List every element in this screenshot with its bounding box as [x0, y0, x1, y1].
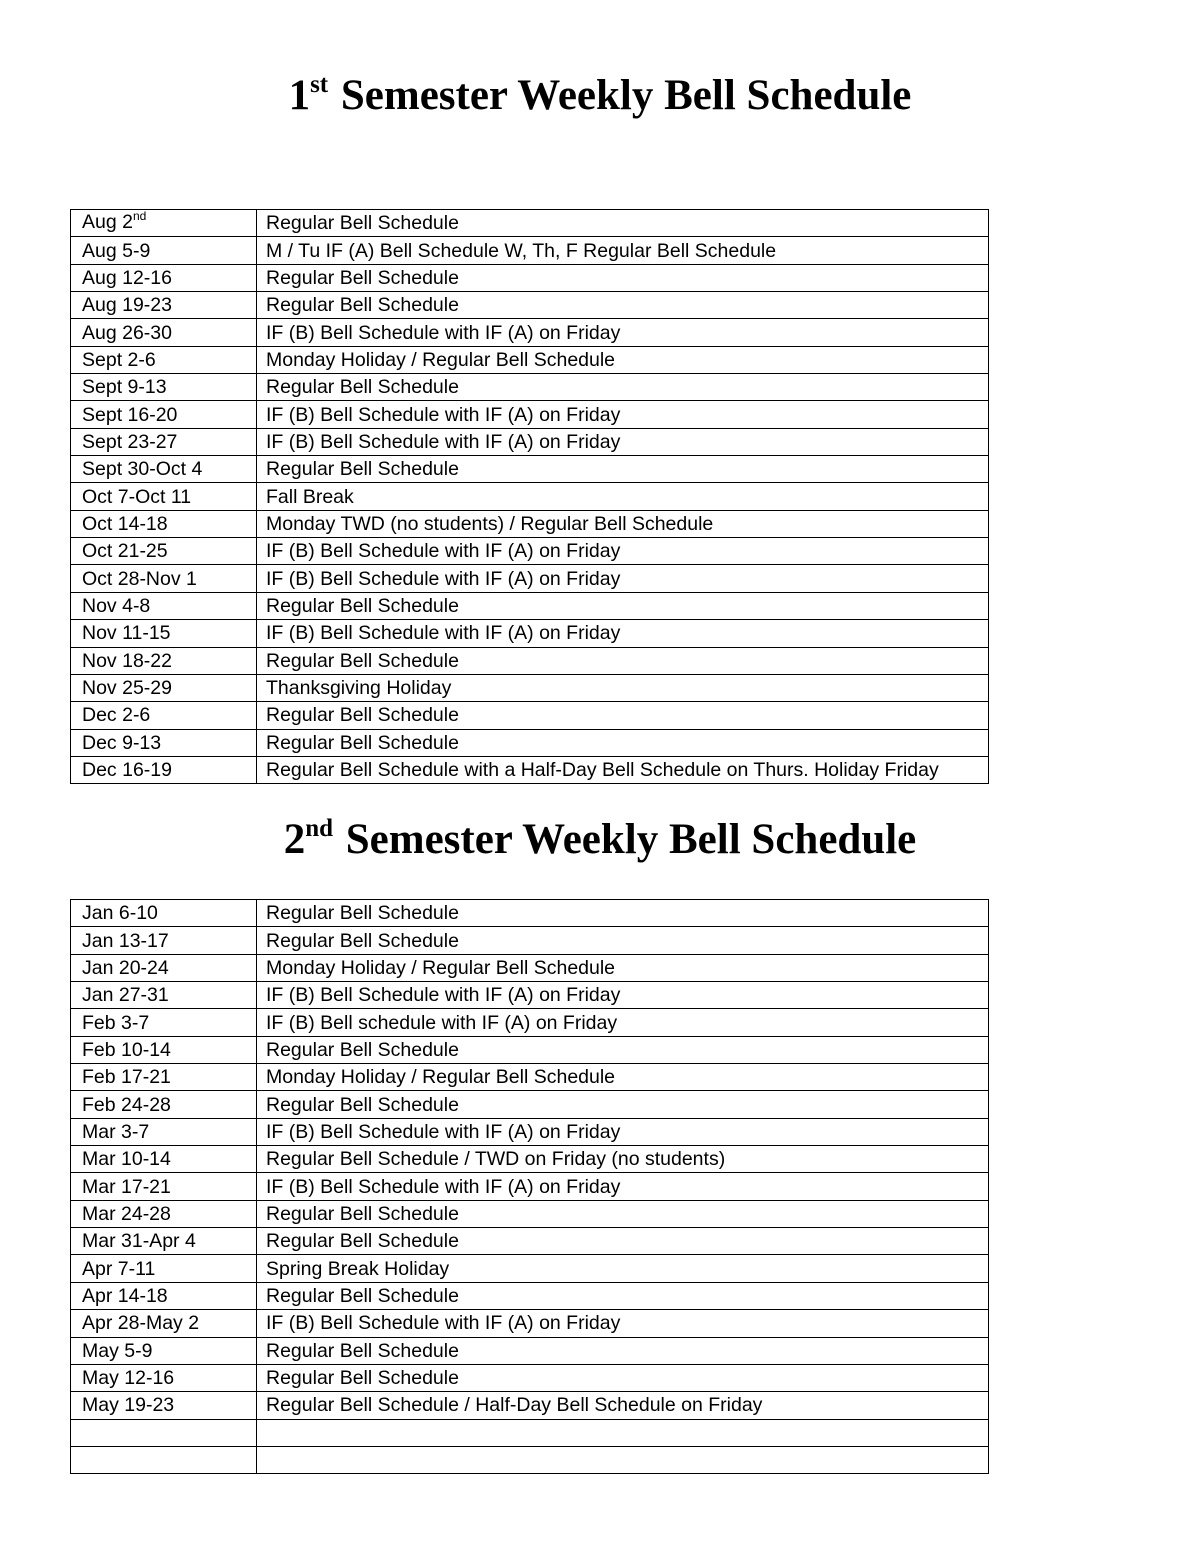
- week-schedule-cell: IF (B) Bell Schedule with IF (A) on Friday: [257, 1173, 989, 1200]
- week-schedule-cell: IF (B) Bell Schedule with IF (A) on Friday: [257, 620, 989, 647]
- table-row: [71, 647, 989, 674]
- week-date-cell: Dec 9-13: [71, 729, 257, 756]
- table-row: [71, 1228, 989, 1255]
- week-schedule-cell: Regular Bell Schedule: [257, 1228, 989, 1255]
- table-row: [71, 1419, 989, 1446]
- week-schedule-cell: Regular Bell Schedule: [257, 1200, 989, 1227]
- week-schedule-cell: Regular Bell Schedule: [257, 592, 989, 619]
- table-row: [71, 1282, 989, 1309]
- week-date-cell: Nov 4-8: [71, 592, 257, 619]
- week-date-cell: Nov 18-22: [71, 647, 257, 674]
- semester2-title-ordinal: nd: [305, 815, 334, 842]
- week-date-cell: Apr 7-11: [71, 1255, 257, 1282]
- week-date-cell: Mar 17-21: [71, 1173, 257, 1200]
- table-row: [71, 1091, 989, 1118]
- table-row: [71, 538, 989, 565]
- week-date-cell: Feb 10-14: [71, 1036, 257, 1063]
- week-schedule-cell: IF (B) Bell Schedule with IF (A) on Friday: [257, 1310, 989, 1337]
- table-row: [71, 927, 989, 954]
- week-date-cell: Nov 25-29: [71, 674, 257, 701]
- table-row: [71, 1036, 989, 1063]
- table-row: [71, 702, 989, 729]
- week-date-cell: Sept 9-13: [71, 374, 257, 401]
- week-date-cell: Mar 3-7: [71, 1118, 257, 1145]
- week-date-cell: Jan 6-10: [71, 900, 257, 927]
- week-date-cell: May 5-9: [71, 1337, 257, 1364]
- table-row: [71, 1337, 989, 1364]
- week-schedule-cell: Fall Break: [257, 483, 989, 510]
- table-row: [71, 428, 989, 455]
- table-row: [71, 319, 989, 346]
- week-schedule-cell: IF (B) Bell schedule with IF (A) on Friday: [257, 1009, 989, 1036]
- week-schedule-cell: IF (B) Bell Schedule with IF (A) on Friday: [257, 1118, 989, 1145]
- week-schedule-cell: Regular Bell Schedule: [257, 292, 989, 319]
- table-row: [71, 1200, 989, 1227]
- table-row: [71, 1173, 989, 1200]
- week-date-cell: Dec 16-19: [71, 756, 257, 783]
- week-date-cell: Oct 14-18: [71, 510, 257, 537]
- table-row: [71, 1392, 989, 1419]
- week-date-cell: Sept 2-6: [71, 346, 257, 373]
- week-schedule-cell: Regular Bell Schedule: [257, 927, 989, 954]
- table-row: [71, 1009, 989, 1036]
- week-date-cell: Dec 2-6: [71, 702, 257, 729]
- table-row: [71, 237, 989, 264]
- week-date-cell: [71, 1419, 257, 1446]
- table-row: [71, 756, 989, 783]
- week-schedule-cell: IF (B) Bell Schedule with IF (A) on Friday: [257, 565, 989, 592]
- semester2-title-number: 2: [283, 816, 306, 863]
- week-date-cell: Apr 14-18: [71, 1282, 257, 1309]
- week-date-cell: Feb 24-28: [71, 1091, 257, 1118]
- semester2-title: [0, 814, 1200, 872]
- table-row: [71, 565, 989, 592]
- week-schedule-cell: Monday Holiday / Regular Bell Schedule: [257, 346, 989, 373]
- week-date-cell: Sept 23-27: [71, 428, 257, 455]
- table-row: [71, 1064, 989, 1091]
- week-schedule-cell: Regular Bell Schedule: [257, 456, 989, 483]
- semester1-schedule-table: [70, 209, 989, 784]
- table-row: [71, 674, 989, 701]
- week-date-cell: Oct 28-Nov 1: [71, 565, 257, 592]
- week-schedule-cell: [257, 1419, 989, 1446]
- table-row: [71, 729, 989, 756]
- table-row: [71, 1146, 989, 1173]
- week-schedule-cell: Regular Bell Schedule: [257, 210, 989, 237]
- week-date-cell: Aug 26-30: [71, 319, 257, 346]
- week-schedule-cell: IF (B) Bell Schedule with IF (A) on Friday: [257, 319, 989, 346]
- table-row: [71, 292, 989, 319]
- semester1-title-number: 1: [288, 72, 311, 119]
- week-date-cell: Sept 30-Oct 4: [71, 456, 257, 483]
- table-row: [71, 210, 989, 237]
- week-schedule-cell: Thanksgiving Holiday: [257, 674, 989, 701]
- table-row: [71, 982, 989, 1009]
- table-row: [71, 954, 989, 981]
- week-schedule-cell: Regular Bell Schedule: [257, 1337, 989, 1364]
- week-date-cell: Jan 13-17: [71, 927, 257, 954]
- week-schedule-cell: IF (B) Bell Schedule with IF (A) on Friday: [257, 401, 989, 428]
- week-schedule-cell: Monday Holiday / Regular Bell Schedule: [257, 954, 989, 981]
- week-schedule-cell: M / Tu IF (A) Bell Schedule W, Th, F Regular Bell Schedule: [257, 237, 989, 264]
- table-row: [71, 401, 989, 428]
- table-row: [71, 1310, 989, 1337]
- week-date-cell: Apr 28-May 2: [71, 1310, 257, 1337]
- week-date-cell: May 19-23: [71, 1392, 257, 1419]
- week-schedule-cell: Regular Bell Schedule: [257, 702, 989, 729]
- week-schedule-cell: Monday Holiday / Regular Bell Schedule: [257, 1064, 989, 1091]
- week-date-cell: Feb 17-21: [71, 1064, 257, 1091]
- week-schedule-cell: IF (B) Bell Schedule with IF (A) on Friday: [257, 538, 989, 565]
- table-row: [71, 346, 989, 373]
- week-schedule-cell: IF (B) Bell Schedule with IF (A) on Friday: [257, 982, 989, 1009]
- table-row: [71, 900, 989, 927]
- week-date-cell: Mar 10-14: [71, 1146, 257, 1173]
- week-schedule-cell: Regular Bell Schedule / Half-Day Bell Schedule on Friday: [257, 1392, 989, 1419]
- week-date-cell: Mar 31-Apr 4: [71, 1228, 257, 1255]
- week-date-cell: Aug 19-23: [71, 292, 257, 319]
- week-schedule-cell: Monday TWD (no students) / Regular Bell Schedule: [257, 510, 989, 537]
- table-row: [71, 264, 989, 291]
- week-date-cell: Feb 3-7: [71, 1009, 257, 1036]
- week-schedule-cell: Regular Bell Schedule: [257, 729, 989, 756]
- week-schedule-cell: Regular Bell Schedule: [257, 264, 989, 291]
- table-row: [71, 1118, 989, 1145]
- week-date-cell: Sept 16-20: [71, 401, 257, 428]
- week-date-cell: [71, 210, 257, 237]
- week-schedule-cell: Regular Bell Schedule: [257, 900, 989, 927]
- semester2-schedule-table: [70, 899, 989, 1474]
- week-date-cell: Aug 5-9: [71, 237, 257, 264]
- semester1-title-ordinal: st: [310, 71, 329, 98]
- semester2-title-text: Semester Weekly Bell Schedule: [335, 816, 917, 863]
- week-date-cell: May 12-16: [71, 1364, 257, 1391]
- table-row: [71, 1255, 989, 1282]
- week-date: Aug 2: [82, 211, 133, 234]
- week-schedule-cell: Regular Bell Schedule: [257, 647, 989, 674]
- week-date-cell: Mar 24-28: [71, 1200, 257, 1227]
- week-date-cell: Jan 27-31: [71, 982, 257, 1009]
- semester1-title-text: Semester Weekly Bell Schedule: [330, 72, 912, 119]
- week-date-cell: Nov 11-15: [71, 620, 257, 647]
- week-schedule-cell: Regular Bell Schedule with a Half-Day Bell Schedule on Thurs. Holiday Friday: [257, 756, 989, 783]
- table-row: [71, 592, 989, 619]
- week-schedule-cell: [257, 1446, 989, 1473]
- week-schedule-cell: Regular Bell Schedule / TWD on Friday (no students): [257, 1146, 989, 1173]
- week-date-cell: Jan 20-24: [71, 954, 257, 981]
- week-schedule-cell: Regular Bell Schedule: [257, 1036, 989, 1063]
- table-row: [71, 1364, 989, 1391]
- week-schedule-cell: Regular Bell Schedule: [257, 374, 989, 401]
- week-date-cell: Oct 21-25: [71, 538, 257, 565]
- table-row: [71, 510, 989, 537]
- week-schedule-cell: Spring Break Holiday: [257, 1255, 989, 1282]
- week-date-cell: Aug 12-16: [71, 264, 257, 291]
- week-schedule-cell: Regular Bell Schedule: [257, 1282, 989, 1309]
- week-date-ordinal: nd: [132, 209, 147, 224]
- table-row: [71, 620, 989, 647]
- week-schedule-cell: Regular Bell Schedule: [257, 1364, 989, 1391]
- table-row: [71, 1446, 989, 1473]
- table-row: [71, 483, 989, 510]
- week-schedule-cell: IF (B) Bell Schedule with IF (A) on Friday: [257, 428, 989, 455]
- table-row: [71, 456, 989, 483]
- week-date-cell: Oct 7-Oct 11: [71, 483, 257, 510]
- week-schedule-cell: Regular Bell Schedule: [257, 1091, 989, 1118]
- table-row: [71, 374, 989, 401]
- semester1-title: [0, 70, 1200, 128]
- week-date-cell: [71, 1446, 257, 1473]
